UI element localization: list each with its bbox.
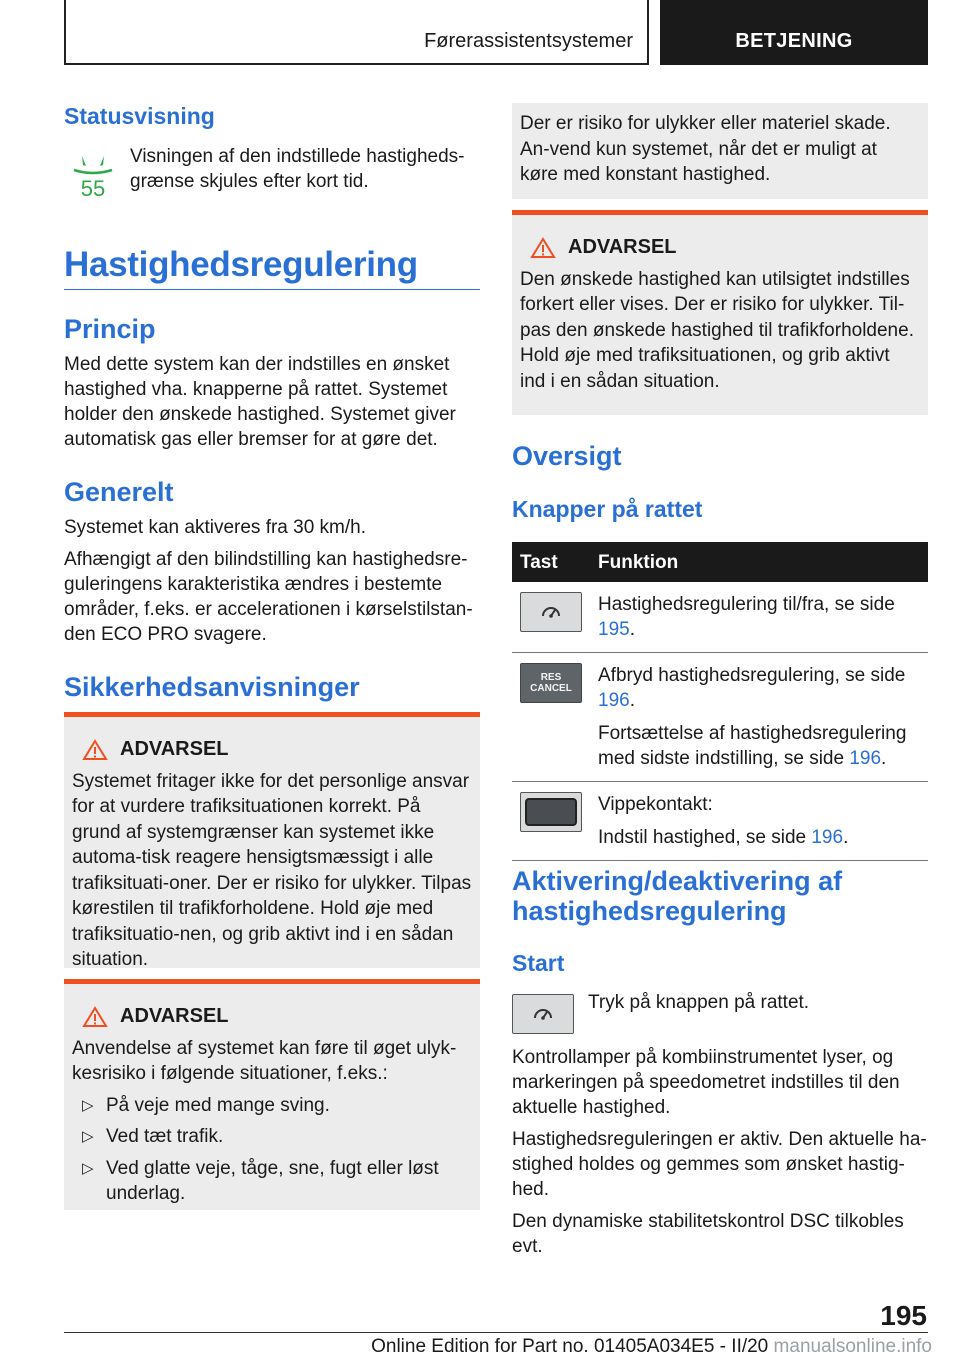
warning-triangle-icon: [82, 1006, 108, 1028]
warning-text: Den ønskede hastighed kan utilsigtet indstilles forkert eller vises. Der er risiko for ulykker. Til-pas den ønskede hastighed til trafikforholdene. Hold øje med trafiksituationen, og grib aktivt ind i en sådan situation.: [520, 268, 914, 392]
warning-title: ADVARSEL: [120, 738, 229, 760]
speed-limit-status-icon: [72, 150, 114, 200]
section-title: Førerassistentsystemer: [64, 0, 649, 65]
page-link[interactable]: 196: [811, 827, 844, 848]
generelt-title: Generelt: [64, 477, 174, 507]
page-number: 195: [880, 1300, 927, 1331]
aktivering-title: Aktivering/deaktivering af hastighedsregulering: [512, 866, 843, 926]
page-link[interactable]: 196: [849, 748, 882, 769]
list-item: ▷ Ved glatte veje, tåge, sne, fugt eller løst underlag.: [82, 1157, 439, 1204]
paragraph: Hastighedsreguleringen er aktiv. Den aktuelle ha-stighed holdes og gemmes som ønsket hastig-hed.: [512, 1129, 927, 1200]
knapper-title: Knapper på rattet: [512, 496, 703, 522]
warning-continuation: Der er risiko for ulykker eller materiel skade. An-vend kun systemet, når det er muligt at køre med konstant hastighed.: [512, 103, 928, 199]
warning-title: ADVARSEL: [120, 1005, 229, 1027]
page-link[interactable]: 196: [598, 690, 630, 711]
cruise-control-button-icon: [520, 592, 582, 632]
page-header: [64, 0, 928, 65]
title-rule: [64, 289, 480, 290]
footer-rule: [64, 1332, 928, 1333]
status-text: Visningen af den indstillede hastigheds-grænse skjules efter kort tid.: [130, 146, 465, 192]
start-title: Start: [512, 950, 565, 976]
princip-title: Princip: [64, 314, 156, 344]
list-item: ▷ På veje med mange sving.: [82, 1094, 330, 1116]
row-text: Fortsættelse af hastighedsregulering med sidste indstilling, se side: [598, 723, 907, 769]
page-title: Hastighedsregulering: [64, 245, 418, 284]
column-header-funktion: Funktion: [590, 542, 928, 582]
warning-triangle-icon: [530, 237, 556, 259]
row-text: Vippekontakt:: [598, 794, 713, 815]
warning-box-3: [512, 210, 928, 415]
page-link[interactable]: 195: [598, 619, 630, 640]
generelt-text-2: Afhængigt af den bilindstilling kan hastighedsre-guleringens karakteristika ændres i bestemte områder, f.eks. er accelerationen i kørselstilstan-den ECO PRO svagere.: [64, 549, 473, 645]
cruise-control-button-icon: [512, 994, 574, 1034]
warning-box-2: [64, 979, 480, 1210]
svg-text:55: 55: [80, 176, 106, 200]
warning-list: [72, 1093, 472, 1207]
footer-text: [371, 1336, 932, 1358]
row-text: Hastighedsregulering til/fra, se side: [598, 594, 895, 615]
watermark: manualsonline.info: [773, 1336, 932, 1357]
oversigt-title: Oversigt: [512, 441, 622, 471]
edition-text: Online Edition for Part no. 01405A034E5 - II/20: [371, 1336, 769, 1357]
rocker-switch-icon: [520, 792, 582, 832]
warning-text: Systemet fritager ikke for det personlige ansvar for at vurdere trafiksituationen korrekt. På grund af systemgrænser kan systemet ikke automa-tisk reagere hensigtsmæssigt i alle trafiksituati-oner. Der er risiko for ulykker. Tilpas kørestilen til trafikforholdene. Hold øje med trafiksituatio-nen, og grib aktivt ind i en sådan situation.: [72, 770, 472, 970]
warning-box-1: [64, 712, 480, 968]
warning-text: Anvendelse af systemet kan føre til øget ulyk-kesrisiko i følgende situationer, f.eks.:: [72, 1037, 457, 1084]
status-title: Statusvisning: [64, 103, 215, 129]
generelt-text-1: Systemet kan aktiveres fra 30 km/h.: [64, 517, 367, 538]
row-text: Afbryd hastighedsregulering, se side: [598, 665, 906, 686]
row-text: Indstil hastighed, se side: [598, 827, 812, 848]
table-row: RES CANCEL Afbryd hastighedsregulering, se side 196. Fortsættelse af hastighedsregulering med sidste indstilling, se side 196.: [512, 653, 928, 782]
paragraph: Den dynamiske stabilitetskontrol DSC tilkobles evt.: [512, 1211, 904, 1257]
chapter-title: BETJENING: [660, 0, 928, 65]
table-row: Vippekontakt: Indstil hastighed, se side 196.: [512, 782, 928, 861]
start-text: Tryk på knappen på rattet.: [588, 992, 810, 1013]
paragraph: Kontrollamper på kombiinstrumentet lyser, og markeringen på speedometret indstilles til den aktuelle hastighed.: [512, 1047, 900, 1118]
table-row: Hastighedsregulering til/fra, se side 195.: [512, 582, 928, 653]
list-item: ▷ Ved tæt trafik.: [82, 1126, 224, 1147]
warning-triangle-icon: [82, 739, 108, 761]
warning-title: ADVARSEL: [568, 236, 677, 258]
res-cancel-button-icon: RES CANCEL: [520, 663, 582, 703]
column-header-tast: Tast: [512, 542, 590, 582]
button-table: [512, 542, 928, 861]
sikkerhed-title: Sikkerhedsanvisninger: [64, 672, 360, 702]
princip-text: Med dette system kan der indstilles en ønsket hastighed vha. knapperne på rattet. Systemet holder den ønskede hastighed. Systemet giver automatisk gas eller bremser for at gøre det.: [64, 354, 456, 450]
